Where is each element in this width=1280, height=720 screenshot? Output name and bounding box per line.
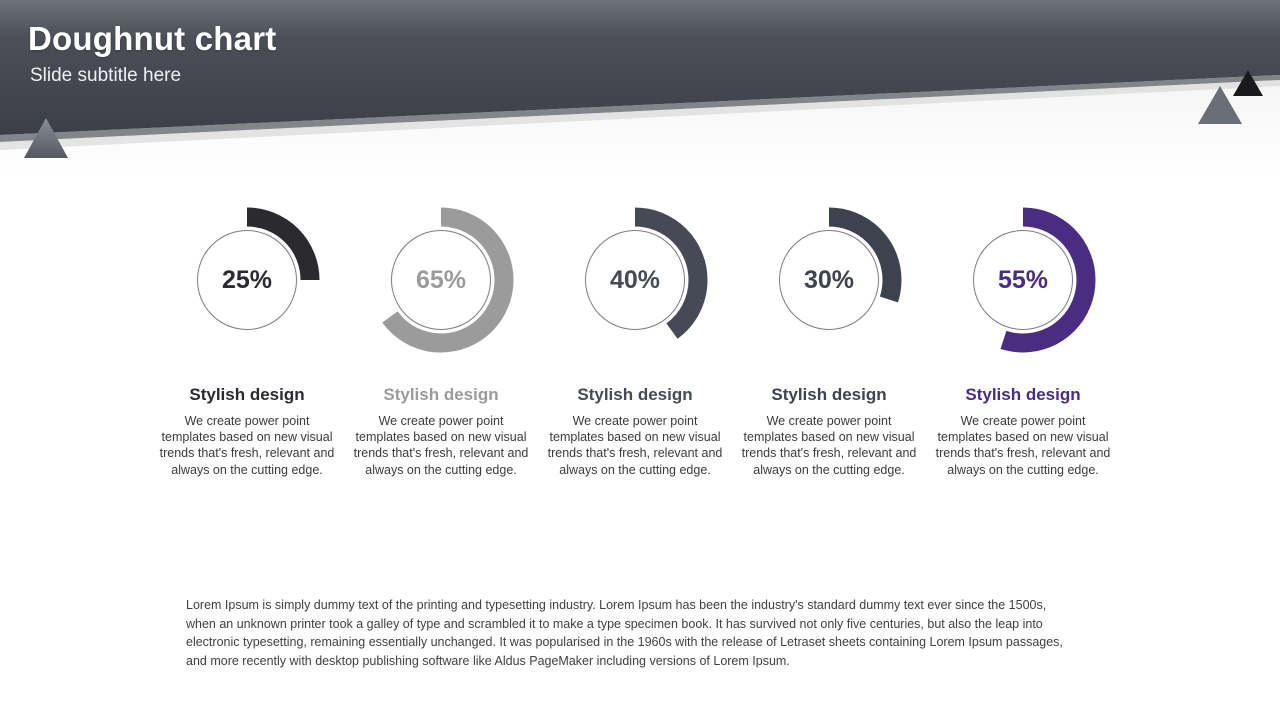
doughnut-center-4 xyxy=(779,230,879,330)
doughnut-center-2 xyxy=(391,230,491,330)
percent-label-3: 40% xyxy=(609,265,661,294)
triangle-decoration-left xyxy=(24,118,68,158)
doughnut-ring-1 xyxy=(172,205,322,355)
item-body-5: We create power point templates based on new visual trends that's fresh, relevant and always on the cutting edge. xyxy=(935,414,1111,477)
item-body-4: We create power point templates based on new visual trends that's fresh, relevant and always on the cutting edge. xyxy=(741,414,917,477)
footer-paragraph: Lorem Ipsum is simply dummy text of the printing and typesetting industry. Lorem Ipsum has been the industry's standard dummy text ever since the 1500s, when an unknown printer took a galley of type and scrambled it to make a type specimen book. It has survived not only five centuries, but also the leap into electronic typesetting, remaining essentially unchanged. It was popularised in the 1960s with the release of Letraset sheets containing Lorem Ipsum passages, and more recently with desktop publishing software like Aldus PageMaker including versions of Lorem Ipsum. xyxy=(186,598,1063,668)
item-title-1: Stylish design xyxy=(189,385,305,404)
page-subtitle: Slide subtitle here xyxy=(30,65,182,86)
item-title-3: Stylish design xyxy=(577,385,693,404)
chart-item-2[interactable] xyxy=(344,205,538,478)
doughnut-center-3 xyxy=(585,230,685,330)
item-title-2: Stylish design xyxy=(383,385,499,404)
doughnut-chart-row xyxy=(150,205,1160,478)
header-band xyxy=(0,0,1280,175)
doughnut-center-5 xyxy=(973,230,1073,330)
percent-label-1: 25% xyxy=(221,265,273,294)
percent-label-4: 30% xyxy=(803,265,855,294)
doughnut-center-1 xyxy=(197,230,297,330)
percent-label-2: 65% xyxy=(415,265,467,294)
percent-label-5: 55% xyxy=(997,265,1049,294)
item-title-5: Stylish design xyxy=(965,385,1081,404)
item-title-4: Stylish design xyxy=(771,385,887,404)
chart-item-1[interactable] xyxy=(150,205,344,478)
item-body-3: We create power point templates based on new visual trends that's fresh, relevant and always on the cutting edge. xyxy=(547,414,723,477)
doughnut-ring-3 xyxy=(560,205,710,355)
item-body-1: We create power point templates based on new visual trends that's fresh, relevant and always on the cutting edge. xyxy=(159,414,335,477)
chart-item-3[interactable] xyxy=(538,205,732,478)
item-body-2: We create power point templates based on new visual trends that's fresh, relevant and always on the cutting edge. xyxy=(353,414,529,477)
triangle-decoration-right xyxy=(1233,70,1263,96)
header-text-block xyxy=(28,18,276,89)
doughnut-ring-4 xyxy=(754,205,904,355)
doughnut-ring-5 xyxy=(948,205,1098,355)
page-title: Doughnut chart xyxy=(28,20,277,57)
chart-item-5[interactable] xyxy=(926,205,1120,478)
chart-item-4[interactable] xyxy=(732,205,926,478)
doughnut-ring-2 xyxy=(366,205,516,355)
